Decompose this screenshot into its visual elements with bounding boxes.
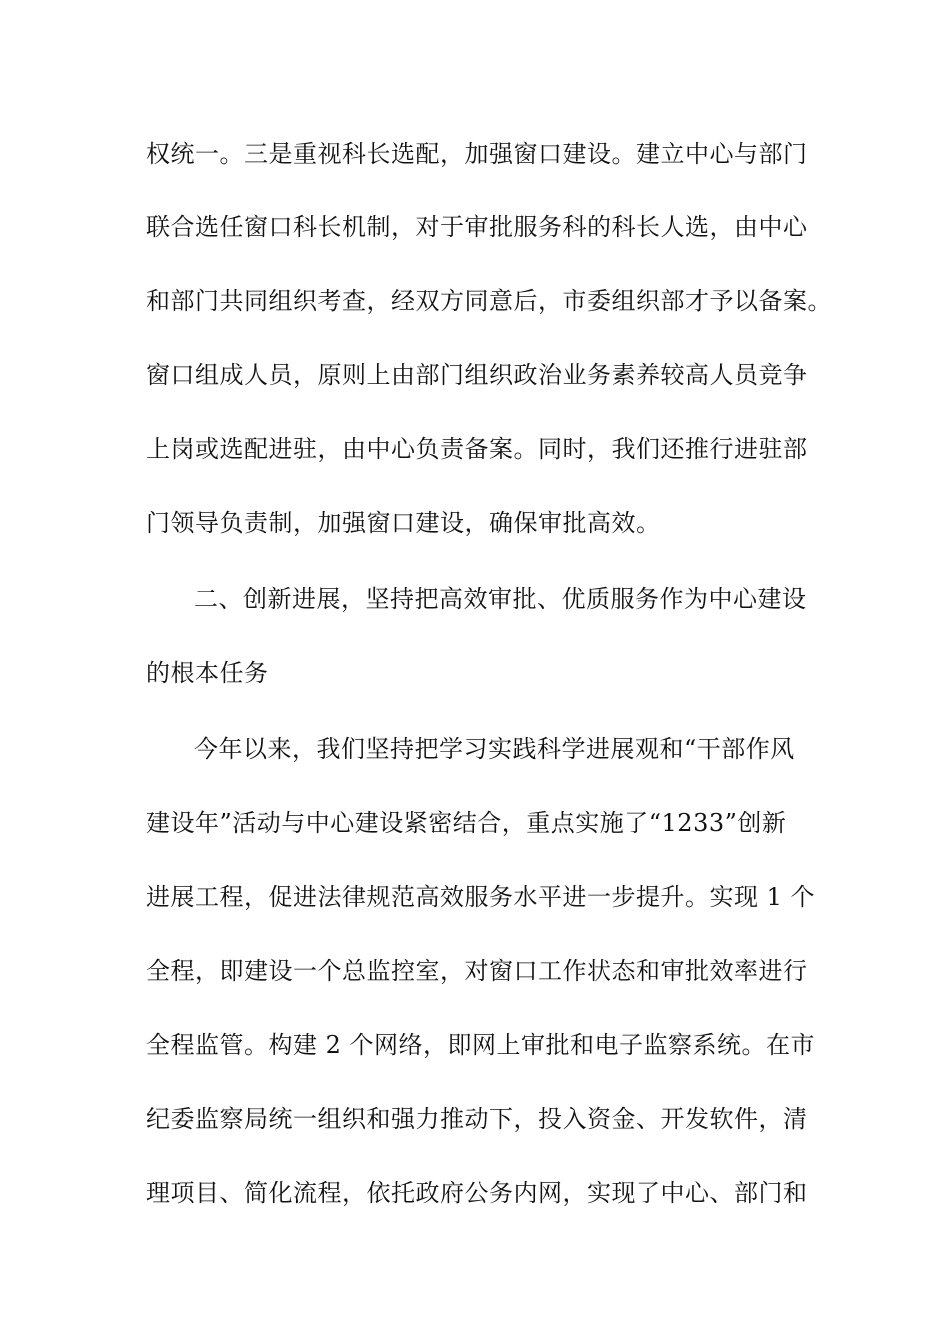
text-line: 门领导负责制，加强窗口建设，确保审批高效。 — [146, 509, 661, 537]
text-line: 和部门共同组织考查，经双方同意后，市委组织部才予以备案。 — [146, 287, 832, 315]
text-line: 进展工程，促进法律规范高效服务水平进一步提升。实现 1 个 — [146, 883, 816, 911]
text-line: 上岗或选配进驻，由中心负责备案。同时，我们还推行进驻部 — [146, 435, 808, 463]
text-line: 纪委监察局统一组织和强力推动下，投入资金、开发软件，清 — [146, 1105, 808, 1133]
section-heading-line: 二、创新进展，坚持把高效审批、优质服务作为中心建设 — [194, 585, 807, 613]
text-line: 权统一。三是重视科长选配，加强窗口建设。建立中心与部门 — [146, 140, 808, 168]
text-line: 建设年”活动与中心建设紧密结合，重点实施了“1233”创新 — [146, 809, 787, 837]
text-line: 全程，即建设一个总监控室，对窗口工作状态和审批效率进行 — [146, 957, 808, 985]
section-heading-line: 的根本任务 — [146, 659, 269, 687]
text-line: 全程监管。构建 2 个网络，即网上审批和电子监察系统。在市 — [146, 1031, 816, 1059]
text-line: 理项目、简化流程，依托政府公务内网，实现了中心、部门和 — [146, 1179, 808, 1207]
text-line: 今年以来，我们坚持把学习实践科学进展观和“干部作风 — [194, 735, 795, 763]
text-line: 联合选任窗口科长机制，对于审批服务科的科长人选，由中心 — [146, 213, 808, 241]
text-line: 窗口组成人员，原则上由部门组织政治业务素养较高人员竞争 — [146, 361, 808, 389]
